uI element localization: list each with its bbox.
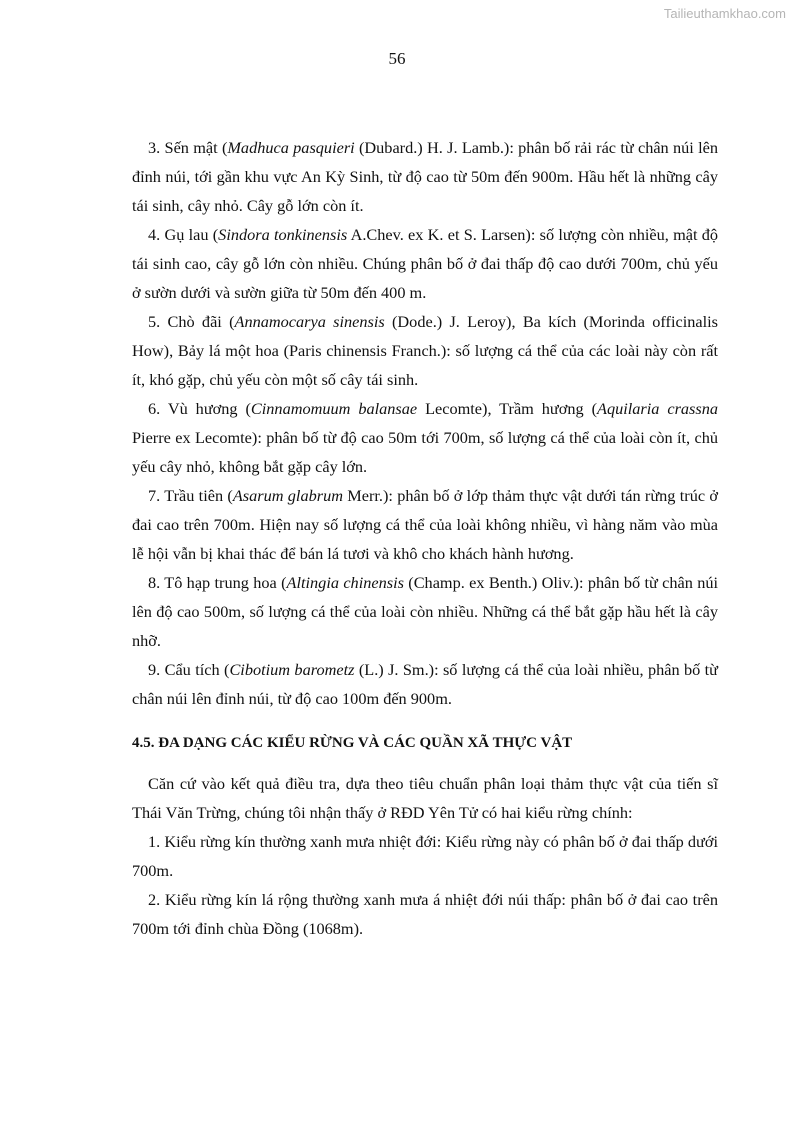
text-run: 4. Gụ lau (	[148, 225, 219, 244]
species-list	[132, 133, 718, 713]
paragraph	[132, 885, 718, 943]
text-run: Lecomte), Trầm hương (	[417, 399, 597, 418]
scientific-name: Asarum glabrum	[232, 486, 343, 505]
paragraph	[132, 307, 718, 394]
text-run: 8. Tô hạp trung hoa (	[148, 573, 287, 592]
paragraph	[132, 394, 718, 481]
text-run: 7. Trầu tiên (	[148, 486, 233, 505]
text-run: 6. Vù hương (	[148, 399, 251, 418]
paragraph	[132, 568, 718, 655]
text-run: A.Chev. ex K. et S. Larsen): số lượng còn nhiều, mật độ tái sinh cao, cây gỗ lớn còn nhiều. Chúng phân bố ở đai thấp độ cao dưới 700m, chủ yếu ở sườn dưới và sườn giữa từ 50m đến 400 m.	[132, 225, 719, 302]
text-run: Merr.): phân bố ở lớp thảm thực vật dưới tán rừng trúc ở đai cao trên 700m. Hiện nay số lượng cá thể của loài không nhiều, vì hàng năm vào mùa lễ hội vẫn bị khai thác để bán lá tươi và khô cho khách hành hương.	[132, 486, 718, 563]
scientific-name: Cinnamomuum balansae	[250, 399, 418, 418]
page-number: 56	[388, 49, 406, 68]
paragraph	[132, 769, 718, 827]
paragraph	[132, 481, 718, 568]
text-run: Căn cứ vào kết quả điều tra, dựa theo tiêu chuẩn phân loại thảm thực vật của tiến sĩ Thái Văn Trừng, chúng tôi nhận thấy ở RĐD Yên Tử có hai kiểu rừng chính:	[132, 774, 718, 822]
section-body	[132, 769, 718, 943]
text-run: (Champ. ex Benth.) Oliv.): phân bố từ chân núi lên độ cao 500m, số lượng cá thể của loài còn nhiều. Những cá thể bắt gặp hầu hết là cây nhỡ.	[132, 573, 719, 650]
text-run: (Dubard.) H. J. Lamb.): phân bố rải rác từ chân núi lên đỉnh núi, tới gần khu vực An Kỳ Sinh, từ độ cao từ 50m đến 900m. Hầu hết là những cây tái sinh, cây nhỏ. Cây gỗ lớn còn ít.	[132, 138, 718, 215]
document-body	[132, 133, 718, 943]
scientific-name: Annamocarya sinensis	[234, 312, 385, 331]
paragraph	[132, 827, 718, 885]
scientific-name: Aquilaria crassna	[597, 399, 719, 418]
scientific-name: Cibotium barometz	[229, 660, 355, 679]
text-run: (Dode.) J. Leroy), Ba kích (Morinda officinalis How), Bảy lá một hoa (Paris chinensis Franch.): số lượng cá thể của các loài này còn rất ít, khó gặp, chủ yếu còn một số cây tái sinh.	[132, 312, 718, 389]
text-run: 5. Chò đãi (	[148, 312, 235, 331]
watermark: Tailieuthamkhao.com	[663, 6, 786, 21]
scientific-name: Altingia chinensis	[286, 573, 404, 592]
text-run: 3. Sến mật (	[148, 138, 228, 157]
paragraph	[132, 655, 718, 713]
text-run: (L.) J. Sm.): số lượng cá thể của loài nhiều, phân bố từ chân núi lên đỉnh núi, từ độ cao 100m đến 900m.	[132, 660, 719, 708]
paragraph	[132, 133, 718, 220]
scientific-name: Madhuca pasquieri	[227, 138, 355, 157]
text-run: Pierre ex Lecomte): phân bố từ độ cao 50m tới 700m, số lượng cá thể của loài còn ít, chủ yếu cây nhỏ, không bắt gặp cây lớn.	[132, 428, 718, 476]
text-run: 1. Kiểu rừng kín thường xanh mưa nhiệt đới: Kiểu rừng này có phân bố ở đai thấp dưới 700m.	[132, 832, 718, 880]
paragraph	[132, 220, 718, 307]
scientific-name: Sindora tonkinensis	[218, 225, 348, 244]
text-run: 2. Kiểu rừng kín lá rộng thường xanh mưa á nhiệt đới núi thấp: phân bố ở đai cao trên 700m tới đỉnh chùa Đồng (1068m).	[132, 890, 718, 938]
text-run: 9. Cẩu tích (	[148, 660, 230, 679]
section-heading: 4.5. ĐA DẠNG CÁC KIỂU RỪNG VÀ CÁC QUẦN XÃ THỰC VẬT	[132, 735, 573, 751]
